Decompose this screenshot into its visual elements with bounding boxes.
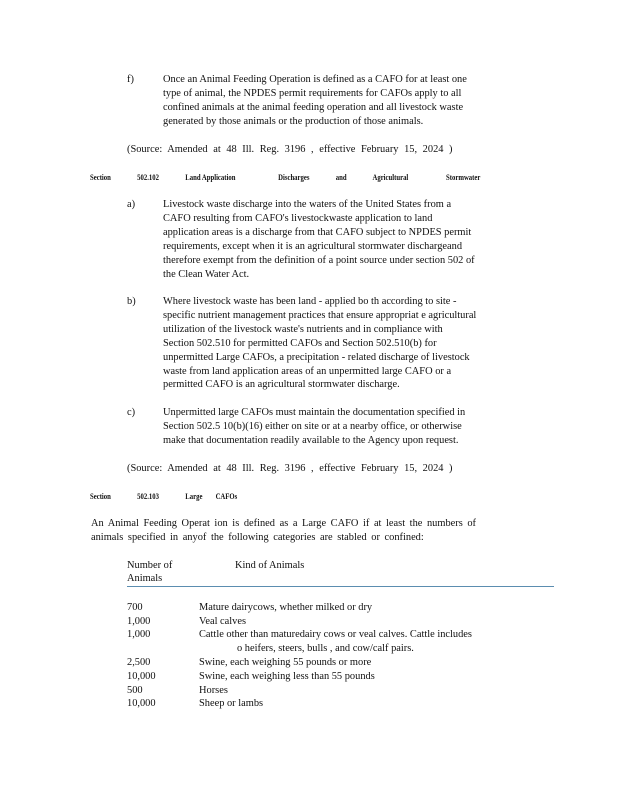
paragraph-text xyxy=(163,198,475,281)
text-line: Unpermitted large CAFOs must maintain the documentation specified in xyxy=(163,407,466,418)
source-note: (Source: Amended at 48 Ill. Reg. 3196 , effective February 15, 2024 ) xyxy=(127,463,453,474)
text-line: application areas is a discharge from that CAFO subject to NPDES permit xyxy=(163,226,472,238)
text-line: Livestock waste discharge into the waters of the United States from a xyxy=(163,199,452,210)
section-word: Section xyxy=(90,173,111,182)
animal-kind: Veal calves xyxy=(199,615,247,627)
text-line: Section 502.5 10(b)(16) either on site or at a nearby office, or otherwise xyxy=(163,420,462,432)
header-divider xyxy=(127,586,554,587)
text-line: make that documentation readily available to the Agency upon request. xyxy=(163,434,459,446)
animal-number: 700 xyxy=(127,602,143,613)
animal-number: 1,000 xyxy=(127,629,151,640)
text-line: An Animal Feeding Operat ion is defined as a Large CAFO if at least the numbers of xyxy=(91,518,477,529)
text-line: specific nutrient management practices that ensure appropriat e agricultural xyxy=(163,309,477,321)
text-line: CAFO resulting from CAFO's livestockwaste application to land xyxy=(163,212,433,224)
text-line: Where livestock waste has been land - applied bo th according to site - xyxy=(163,296,457,307)
paragraph-label: c) xyxy=(127,407,136,418)
paragraph-label: f) xyxy=(127,74,134,85)
animal-kind: Sheep or lambs xyxy=(199,698,264,709)
animal-number: 500 xyxy=(127,684,143,696)
section-heading-502-102 xyxy=(90,173,505,182)
section-number: 502.102 xyxy=(137,173,159,182)
section-title-word: Discharges xyxy=(278,173,310,182)
animal-kind: Swine, each weighing 55 pounds or more xyxy=(199,657,372,668)
section-title-word: Land Application xyxy=(185,173,236,182)
animal-number: 1,000 xyxy=(127,615,151,627)
section-title-word: Large xyxy=(185,492,203,501)
section-intro xyxy=(91,517,476,545)
text-line: therefore exempt from the definition of a point source under section 502 of xyxy=(163,254,475,266)
text-line: the Clean Water Act. xyxy=(163,268,250,280)
source-note: (Source: Amended at 48 Ill. Reg. 3196 , effective February 15, 2024 ) xyxy=(127,144,453,155)
animal-number: 10,000 xyxy=(127,671,156,682)
header-text: Animals xyxy=(127,573,163,584)
animal-kind: Mature dairycows, whether milked or dry xyxy=(199,602,373,613)
paragraph-text xyxy=(163,295,476,392)
section-title-word: and xyxy=(335,173,347,182)
animal-kind: Swine, each weighing less than 55 pounds xyxy=(199,671,375,682)
paragraph-label: a) xyxy=(127,199,136,210)
section-number: 502.103 xyxy=(137,492,159,501)
paragraph-label: b) xyxy=(127,296,136,307)
text-line: type of animal, the NPDES permit requirements for CAFOs apply to all xyxy=(163,87,462,99)
column-header-number xyxy=(127,559,172,585)
text-line: unpermitted Large CAFOs, a precipitation - related discharge of livestock xyxy=(163,351,470,363)
animal-kind: Cattle other than maturedairy cows or veal calves. Cattle includes xyxy=(199,629,472,640)
text-line: Once an Animal Feeding Operation is defined as a CAFO for at least one xyxy=(163,74,467,85)
text-line: Section 502.510 for permitted CAFOs and Section 502.510(b) for xyxy=(163,337,437,349)
text-line: animals specified in anyof the following categories are stabled or confined: xyxy=(91,532,424,543)
text-line: generated by those animals or the production of those animals. xyxy=(163,115,424,127)
animal-kind: Horses xyxy=(199,684,228,696)
section-heading-502-103 xyxy=(90,492,262,501)
text-line: utilization of the livestock waste's nutrients and in compliance with xyxy=(163,323,443,335)
column-header-kind: Kind of Animals xyxy=(235,560,305,571)
paragraph-text xyxy=(163,406,465,448)
section-title-word: CAFOs xyxy=(215,492,238,501)
header-text: Number of xyxy=(127,560,173,571)
section-title-word: Stormwater xyxy=(446,173,481,182)
section-title-word: Agricultural xyxy=(372,173,409,182)
text-line: confined animals at the animal feeding operation and all livestock waste xyxy=(163,101,464,113)
text-line: requirements, except when it is an agricultural stormwater dischargeand xyxy=(163,240,463,252)
paragraph-text xyxy=(163,73,467,129)
text-line: waste from land application areas of an unpermitted large CAFO or a xyxy=(163,365,452,377)
animal-number: 2,500 xyxy=(127,657,151,668)
text-line: permitted CAFO is an agricultural stormwater discharge. xyxy=(163,379,400,391)
animal-kind-continued: o heifers, steers, bulls , and cow/calf pairs. xyxy=(237,642,414,654)
section-word: Section xyxy=(90,492,111,501)
animal-number: 10,000 xyxy=(127,698,156,709)
